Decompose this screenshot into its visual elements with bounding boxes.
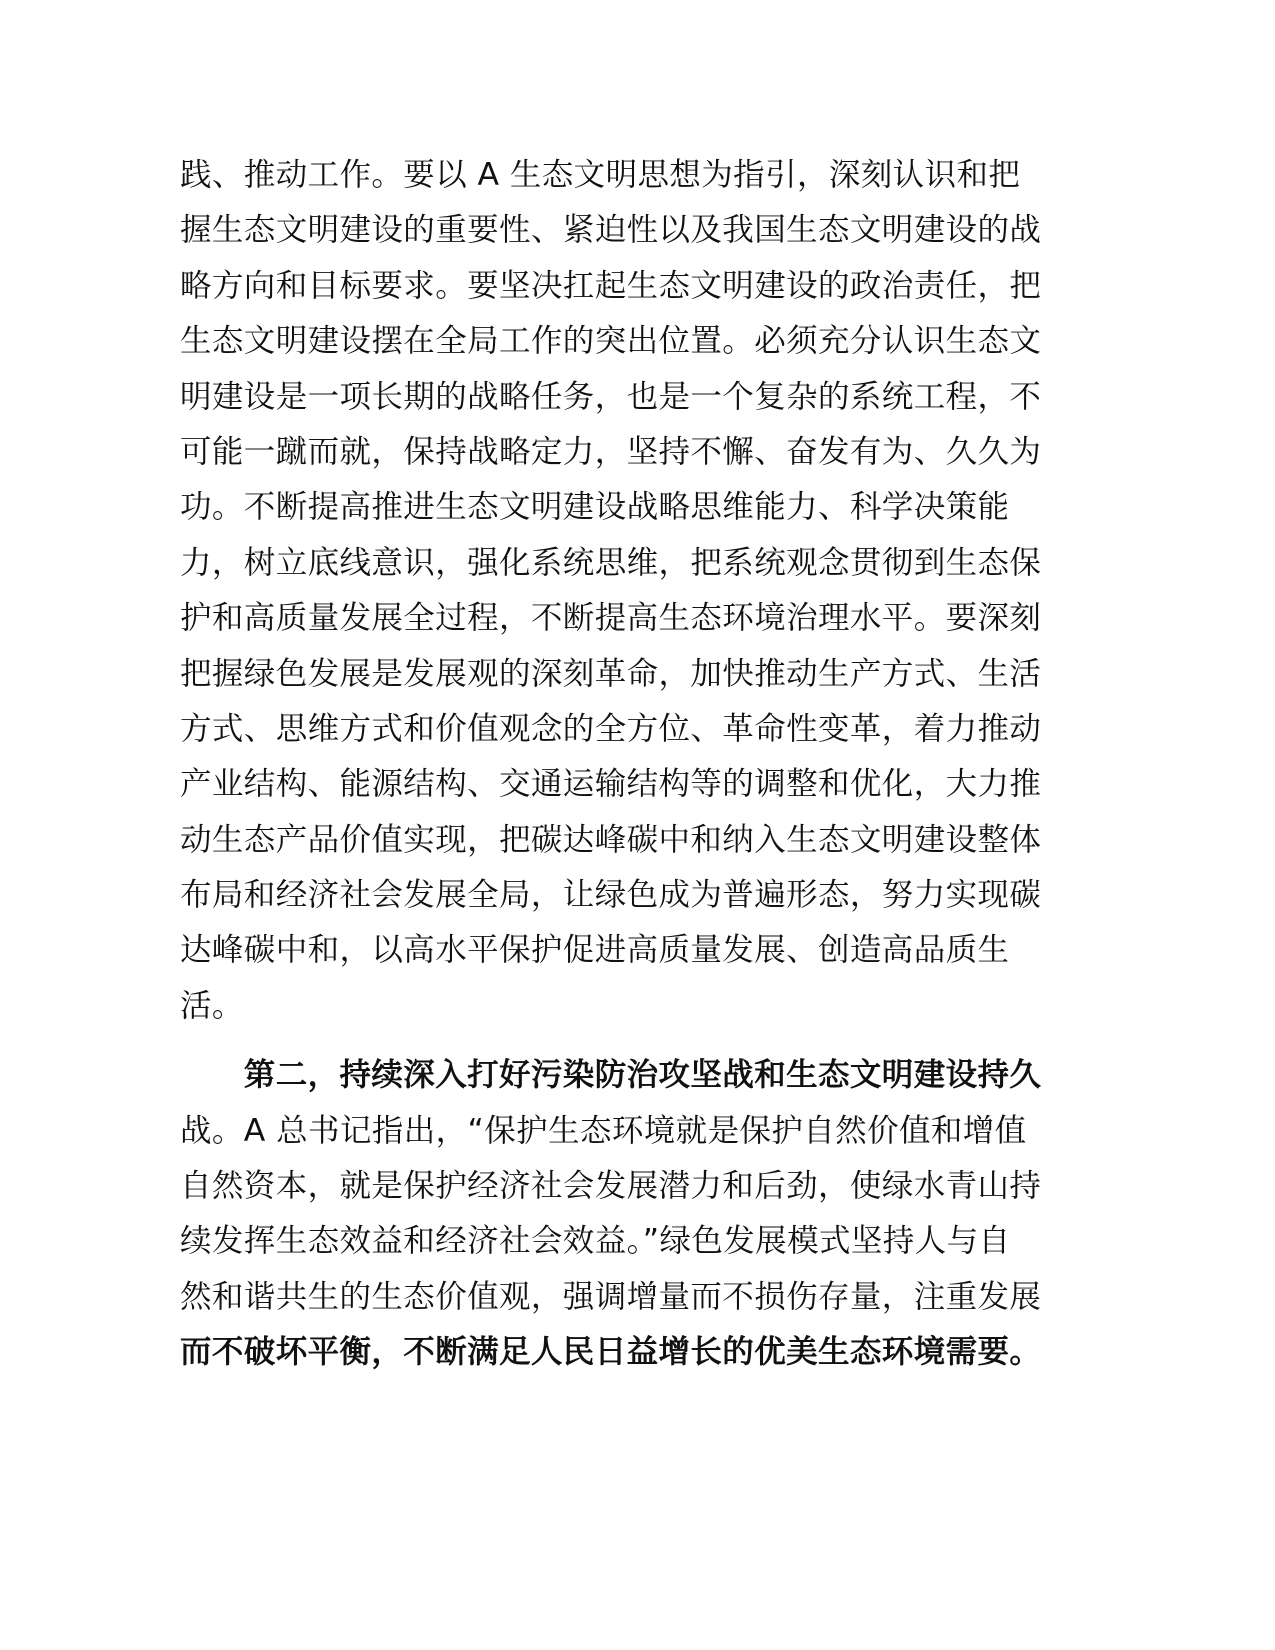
paragraph-line: 生态文明建设摆在全局工作的突出位置。必须充分认识生态文 (180, 323, 1042, 360)
section-heading-line: 第二，持续深入打好污染防治攻坚战和生态文明建设持久 (180, 1057, 1042, 1094)
paragraph-line: 动生态产品价值实现，把碳达峰碳中和纳入生态文明建设整体 (180, 821, 1042, 858)
paragraph-line: 产业结构、能源结构、交通运输结构等的调整和优化，大力推 (180, 766, 1042, 803)
paragraph-line: 握生态文明建设的重要性、紧迫性以及我国生态文明建设的战 (180, 212, 1042, 249)
paragraph-line: 可能一蹴而就，保持战略定力，坚持不懈、奋发有为、久久为 (180, 433, 1042, 470)
paragraph-line: 战。A 总书记指出，“保护生态环境就是保护自然价值和增值 (180, 1112, 1027, 1149)
paragraph-line: 功。不断提高推进生态文明建设战略思维能力、科学决策能 (180, 489, 1010, 526)
paragraph-1 (180, 148, 1040, 1034)
paragraph-line: 续发挥生态效益和经济社会效益。”绿色发展模式坚持人与自 (180, 1223, 1011, 1260)
paragraph-line: 践、推动工作。要以 A 生态文明思想为指引，深刻认识和把 (180, 157, 1021, 193)
paragraph-line: 把握绿色发展是发展观的深刻革命，加快推动生产方式、生活 (180, 655, 1042, 692)
paragraph-spacer (180, 1034, 1040, 1048)
paragraph-line: 活。 (180, 987, 244, 1024)
paragraph-line: 自然资本，就是保护经济社会发展潜力和后劲，使绿水青山持 (180, 1168, 1042, 1205)
paragraph-line: 护和高质量发展全过程，不断提高生态环境治理水平。要深刻 (180, 600, 1042, 637)
document-body (180, 148, 1040, 1381)
paragraph-line: 然和谐共生的生态价值观，强调增量而不损伤存量，注重发展 (180, 1278, 1042, 1315)
paragraph-line: 力，树立底线意识，强化系统思维，把系统观念贯彻到生态保 (180, 544, 1042, 581)
paragraph-line: 而不破坏平衡，不断满足人民日益增长的优美生态环境需要。 (180, 1334, 1042, 1371)
paragraph-line: 布局和经济社会发展全局，让绿色成为普遍形态，努力实现碳 (180, 877, 1042, 914)
paragraph-line: 明建设是一项长期的战略任务，也是一个复杂的系统工程，不 (180, 378, 1042, 415)
paragraph-line: 方式、思维方式和价值观念的全方位、革命性变革，着力推动 (180, 710, 1042, 747)
paragraph-2 (180, 1048, 1040, 1380)
paragraph-line: 达峰碳中和，以高水平保护促进高质量发展、创造高品质生 (180, 932, 1010, 969)
paragraph-line: 略方向和目标要求。要坚决扛起生态文明建设的政治责任，把 (180, 267, 1042, 304)
